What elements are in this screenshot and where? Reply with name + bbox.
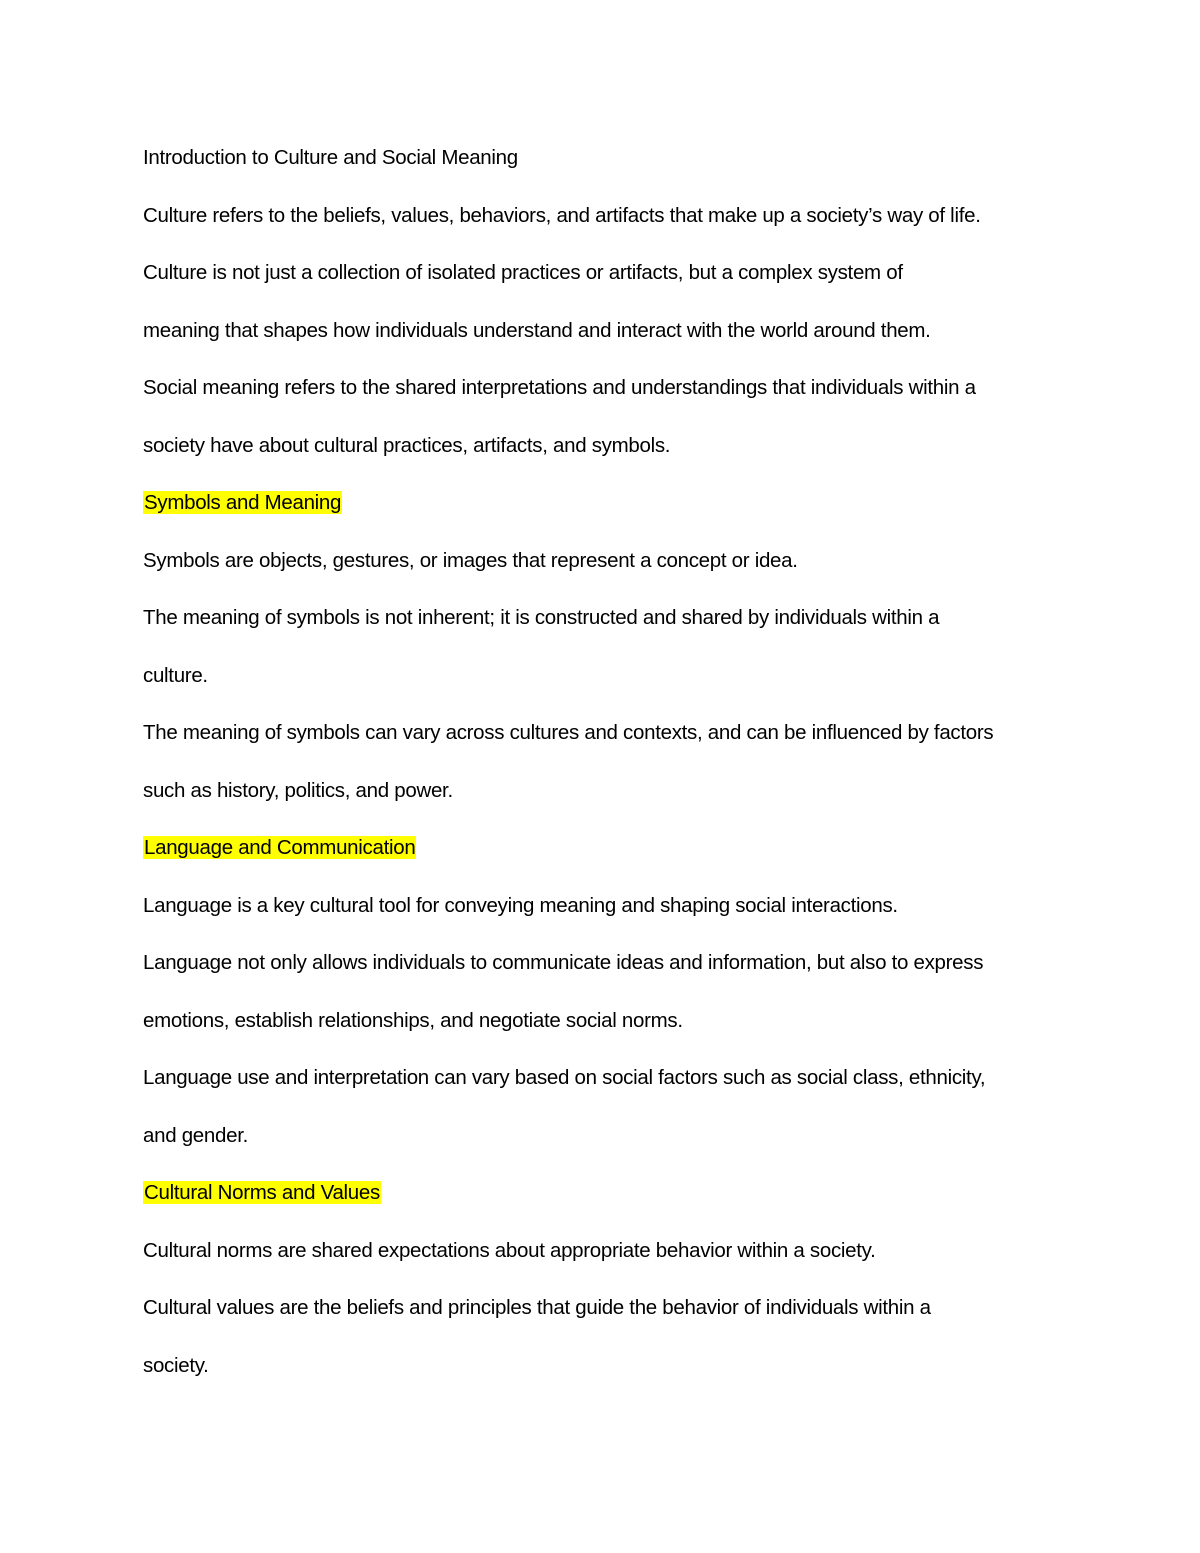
section-line: Language is a key cultural tool for conveying meaning and shaping social interactions. — [143, 893, 898, 917]
section-line: The meaning of symbols can vary across cultures and contexts, and can be influenced by factors — [143, 721, 994, 744]
section-line: The meaning of symbols is not inherent; it is constructed and shared by individuals within a — [143, 606, 940, 629]
intro-line: Culture refers to the beliefs, values, behaviors, and artifacts that make up a society’s way of life. — [143, 203, 981, 227]
section-heading-norms — [143, 1175, 1083, 1233]
highlighted-heading-text: Language and Communication — [144, 836, 416, 859]
intro-line: Culture is not just a collection of isolated practices or artifacts, but a complex system of — [143, 261, 903, 284]
section-heading-language — [143, 830, 1083, 888]
section-line: Cultural norms are shared expectations about appropriate behavior within a society. — [143, 1238, 876, 1262]
section-line: Cultural values are the beliefs and principles that guide the behavior of individuals within a — [143, 1296, 931, 1319]
intro-line: society have about cultural practices, artifacts, and symbols. — [143, 433, 671, 457]
highlighted-heading-text: Cultural Norms and Values — [144, 1181, 380, 1204]
section-line: society. — [143, 1353, 209, 1377]
intro-line: meaning that shapes how individuals understand and interact with the world around them. — [143, 318, 931, 342]
document-body — [143, 140, 1083, 1405]
section-line: emotions, establish relationships, and negotiate social norms. — [143, 1008, 683, 1032]
section-line: and gender. — [143, 1123, 248, 1147]
section-line: Language not only allows individuals to communicate ideas and information, but also to express — [143, 951, 984, 974]
section-line: Symbols are objects, gestures, or images that represent a concept or idea. — [143, 548, 798, 572]
section-heading-symbols — [143, 485, 1083, 543]
section-line: culture. — [143, 663, 208, 687]
section-line: Language use and interpretation can vary based on social factors such as social class, ethnicity, — [143, 1066, 986, 1089]
section-line: such as history, politics, and power. — [143, 778, 453, 802]
document-title: Introduction to Culture and Social Meaning — [143, 146, 518, 169]
highlighted-heading-text: Symbols and Meaning — [144, 491, 342, 514]
intro-line: Social meaning refers to the shared interpretations and understandings that individuals within a — [143, 376, 976, 399]
